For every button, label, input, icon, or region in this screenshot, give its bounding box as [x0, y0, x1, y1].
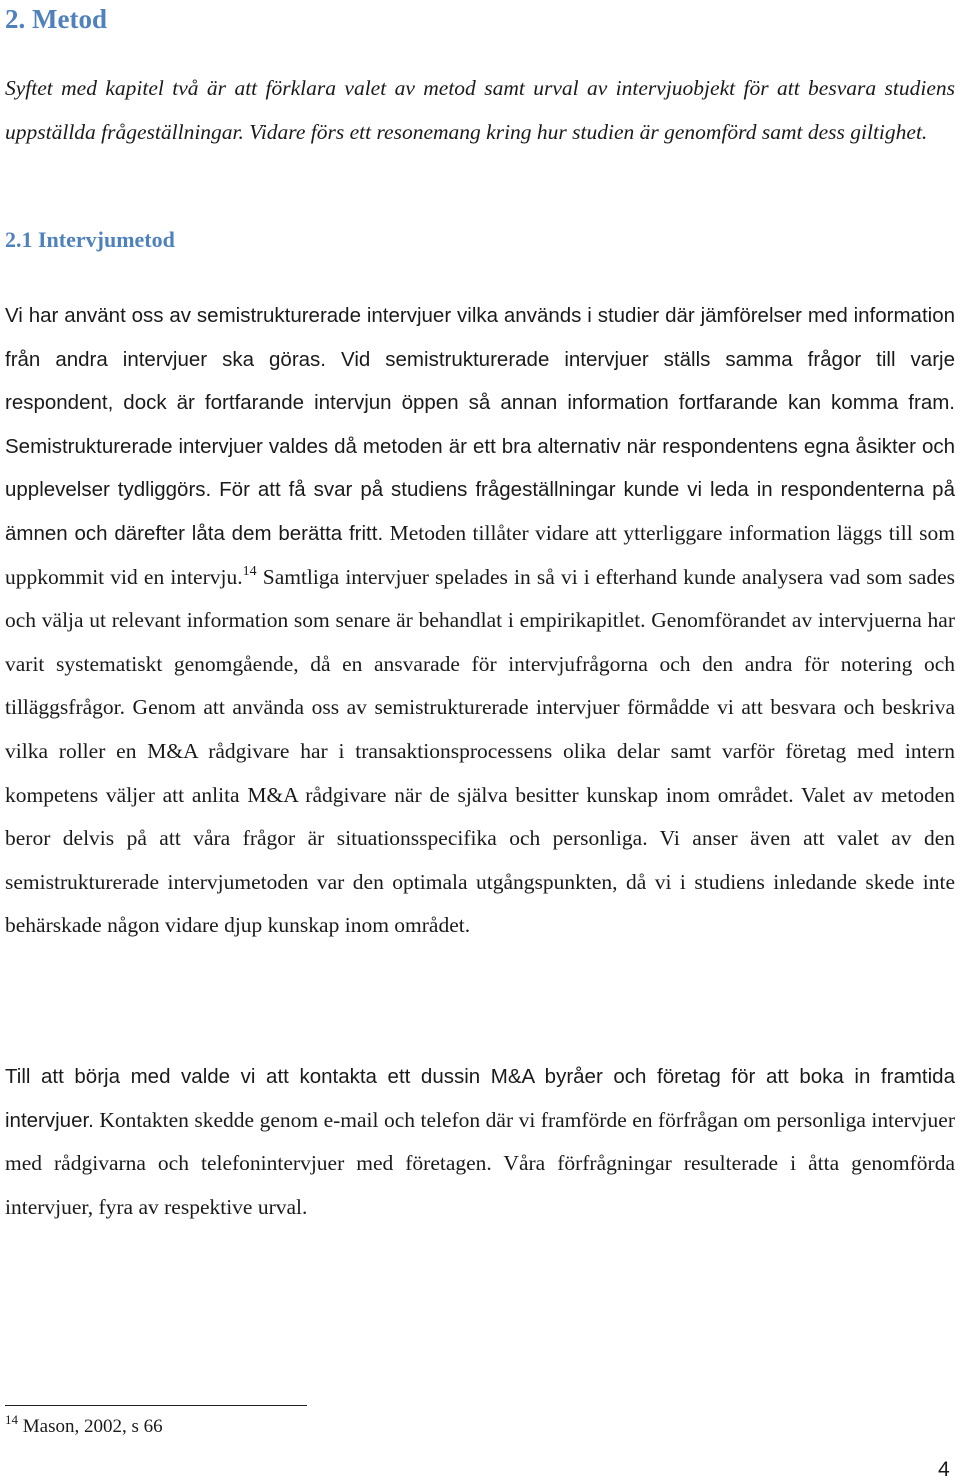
footnote-number: 14 — [5, 1412, 18, 1427]
section-heading: 2.1 Intervjumetod — [5, 227, 175, 252]
footnote-text: Mason, 2002, s 66 — [18, 1416, 163, 1437]
paragraph-text: Till att börja med valde vi att kontakta ett dussin M&A byråer och företag för att boka in framtida intervjuer. — [5, 1065, 955, 1132]
paragraph-text: Vi har använt oss av semistrukturerade intervjuer vilka används i studier där jämförelser med information från andra intervjuer ska göras. Vid semistrukturerade intervjuer ställs samma frågor till varje respondent, dock är fortfarande intervjun öppen så annan information fortfarande kan komma fram. Semistrukturerade intervjuer valdes då metoden är ett bra alternativ när respondentens egna åsikter och upplevelser tydliggörs. För att få svar på studiens frågeställningar kunde vi leda in respondenterna på ämnen och därefter låta dem berätta fritt. — [5, 304, 955, 545]
chapter-heading: 2. Metod — [5, 4, 107, 34]
footnote-reference: 14 — [242, 563, 257, 579]
paragraph-text: Samtliga intervjuer spelades in så vi i efterhand kunde analysera vad som sades och välja ut relevant information som senare är behandlat i empirikapitlet. Genomförandet av intervjuerna har varit systematiskt genomgående, då en ansvarade för intervjufrågorna och den andra för notering och tilläggsfrågor. Genom att använda oss av semistrukturerade intervjuer förmådde vi att besvara och beskriva vilka roller en M&A rådgivare har i transaktionsprocessens olika delar samt varför företag med intern kompetens väljer att anlita M&A rådgivare när de själva besitter kunskap inom området. Valet av metoden beror delvis på att våra frågor är situationsspecifika och personliga. Vi anser även att valet av den semistrukturerade intervjumetoden var den optimala utgångspunkten, då vi i studiens inledande skede inte behärskade någon vidare djup kunskap inom området. — [5, 564, 955, 938]
chapter-intro: Syftet med kapitel två är att förklara valet av metod samt urval av intervjuobjekt för att besvara studiens uppställda frågeställningar. Vidare förs ett resonemang kring hur studien är genomförd samt dess giltighet. — [5, 76, 955, 144]
page-number: 4 — [938, 1458, 950, 1481]
footnote-separator — [5, 1405, 307, 1406]
paragraph-intervjumetod — [5, 294, 955, 948]
paragraph-text: Metoden tillåter vidare att ytterliggare information läggs till som uppkommit vid en intervju. — [5, 520, 955, 589]
paragraph-text: Kontakten skedde genom e-mail och telefon där vi framförde en förfrågan om personliga intervjuer med rådgivarna och telefonintervjuer med företagen. Våra förfrågningar resulterade i åtta genomförda intervjuer, fyra av respektive urval. — [5, 1107, 955, 1219]
footnote — [5, 1414, 163, 1440]
paragraph-urval — [5, 1055, 955, 1229]
